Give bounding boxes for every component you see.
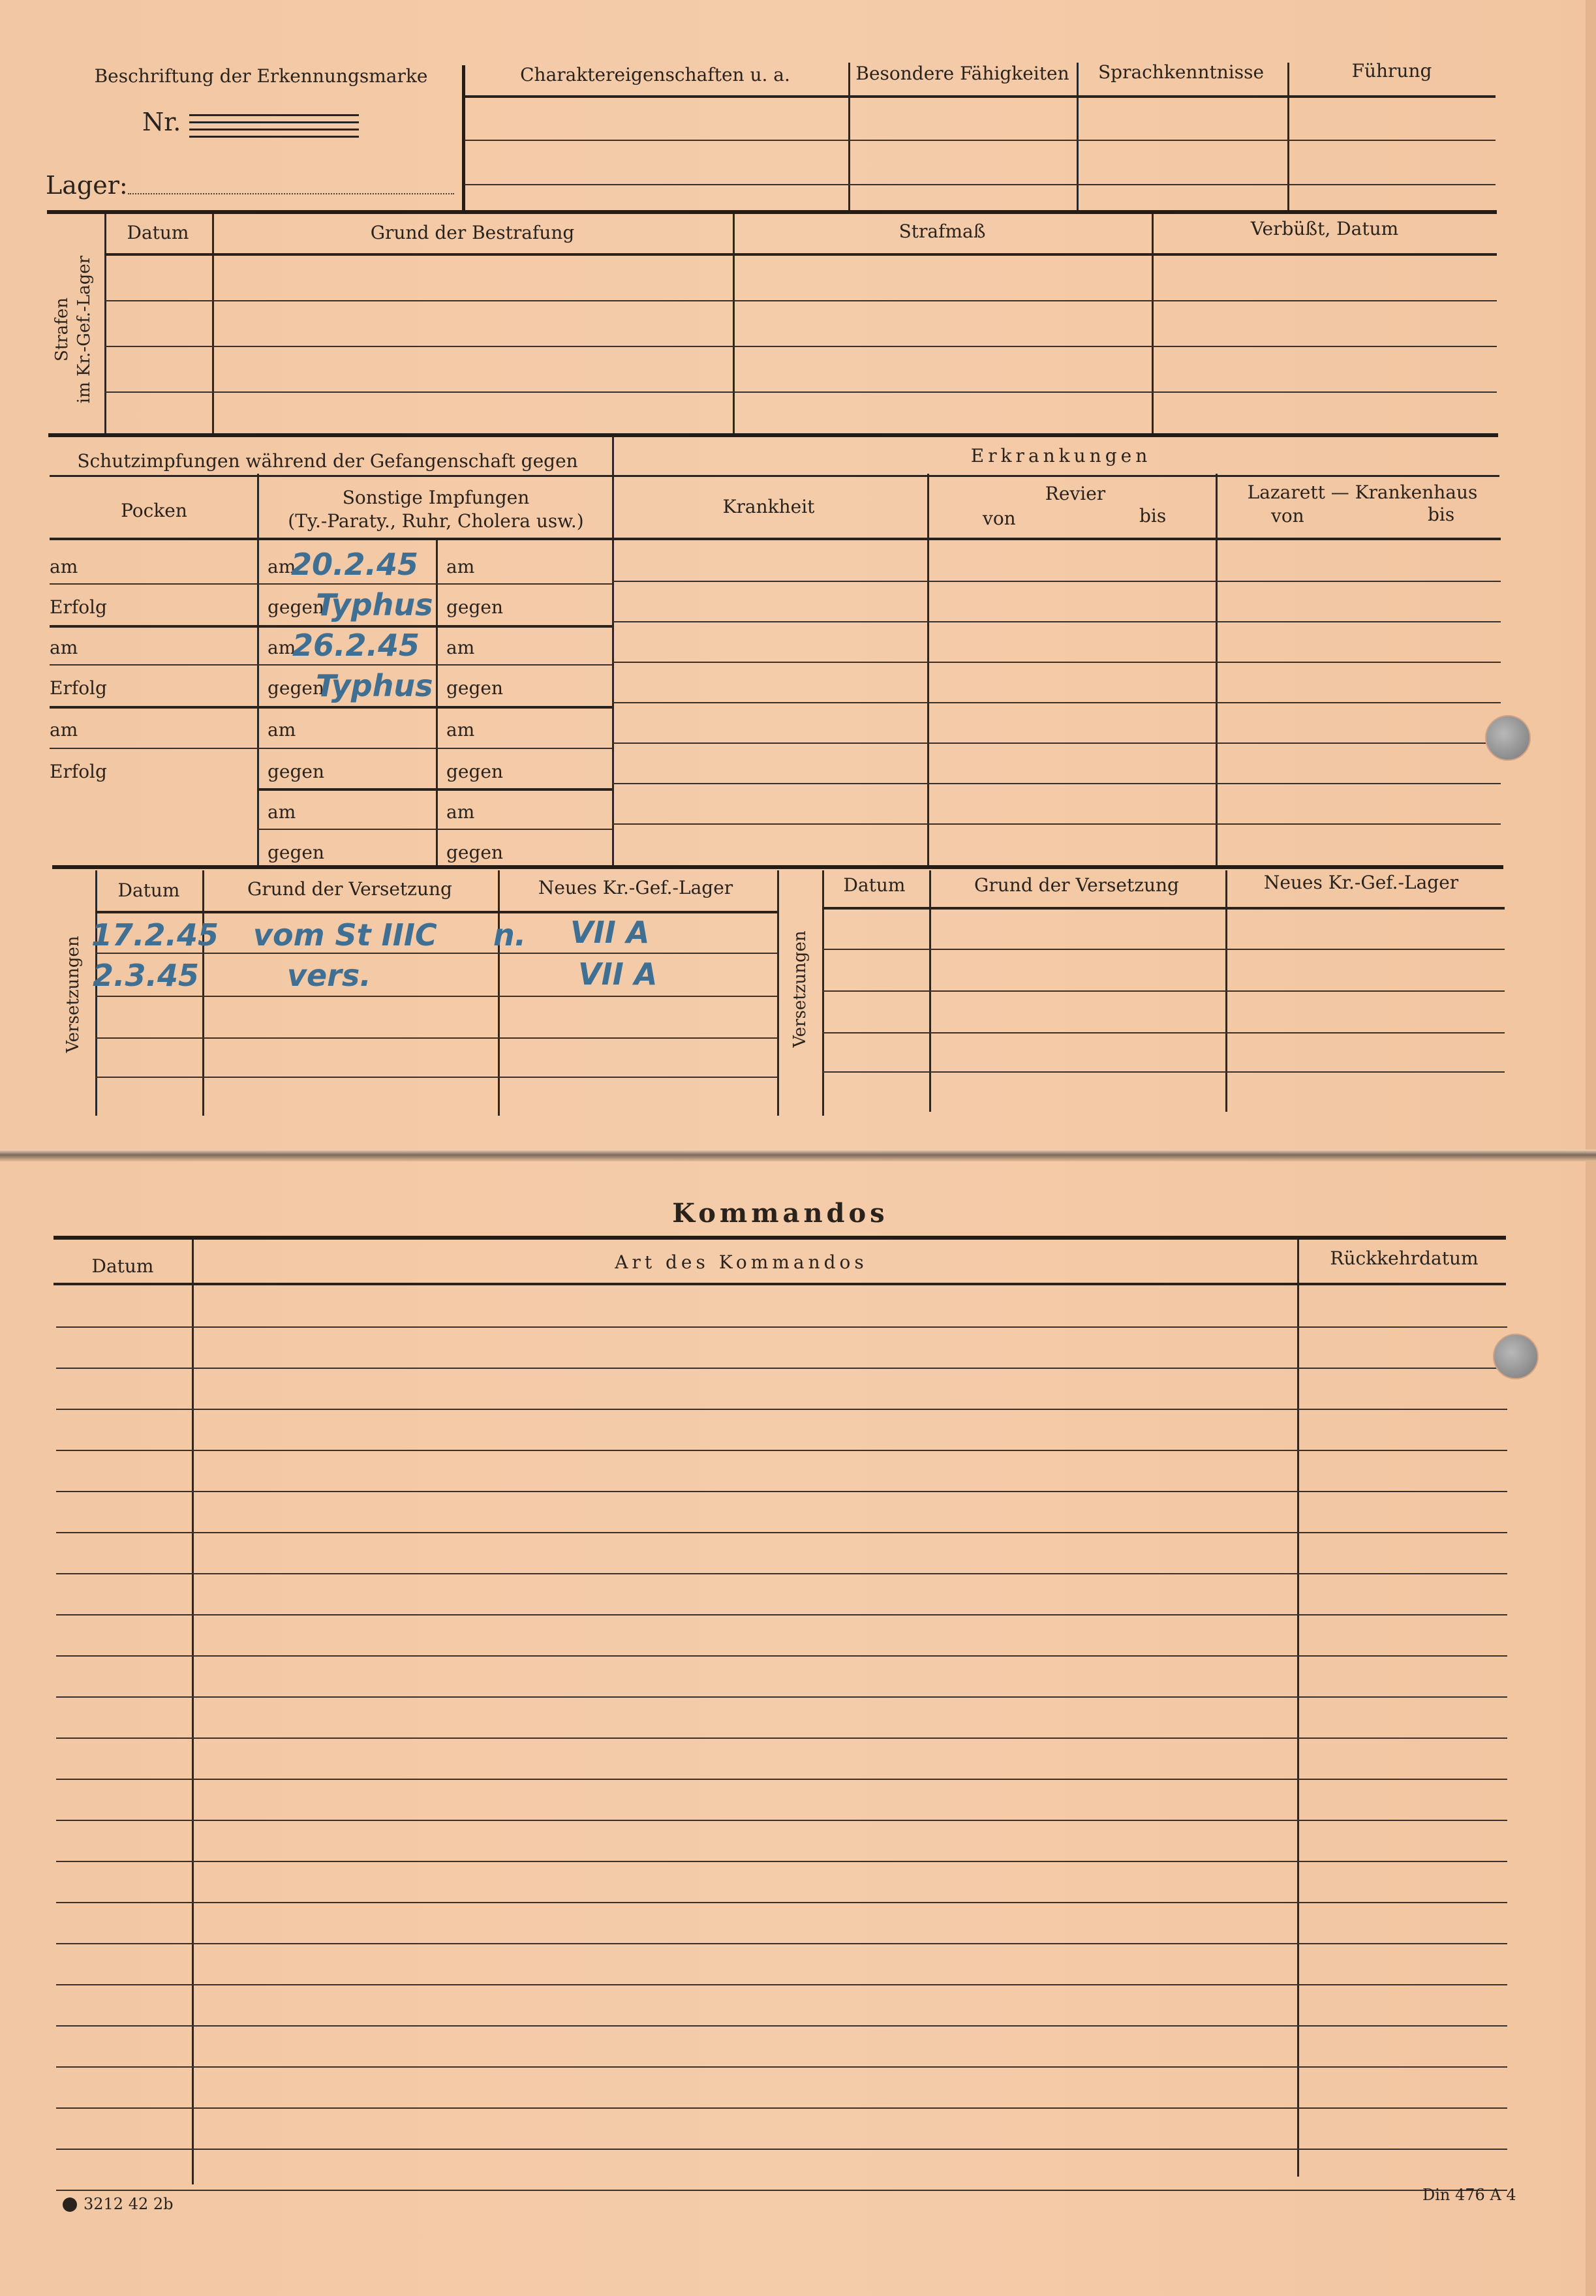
punch-hole-1 [1485, 715, 1531, 761]
kommandos-row-rule [56, 1532, 1507, 1533]
kommandos-row-rule [56, 1943, 1507, 1944]
col-charakter: Charaktereigenschaften u. a. [520, 64, 790, 85]
col-faehigkeiten: Besondere Fähigkeiten [855, 63, 1069, 84]
kommandos-row-rule [56, 1861, 1507, 1862]
sonst-am-3: am [268, 719, 296, 741]
revier-header: Revier [1045, 483, 1106, 504]
kommandos-row-rule [56, 1326, 1507, 1328]
pocken-erfolg-3: Erfolg [50, 761, 107, 782]
col-sprachen: Sprachkenntnisse [1097, 61, 1265, 83]
lazarett-bis: bis [1428, 504, 1455, 525]
hw-vers-datum-1: 17.2.45 [91, 917, 219, 953]
lazarett-header: Lazarett — Krankenhaus [1247, 482, 1478, 503]
versetzungen-side-label-left: Versetzungen [63, 936, 83, 1053]
hw-impf-date-1: 20.2.45 [291, 547, 418, 582]
revier-bis: bis [1139, 505, 1167, 527]
impfungen-title: Schutzimpfungen während der Gefangenschaft gegen [77, 450, 578, 472]
kommandos-row-rule [56, 1491, 1507, 1492]
hw-vers-grund-1: vom St IIIC [253, 917, 437, 953]
kommandos-col-art: Art des Kommandos [615, 1251, 868, 1273]
hw-vers-lager-2: VII A [578, 957, 658, 992]
strafen-col-strafmass: Strafmaß [898, 221, 986, 242]
kommandos-row-rule [56, 2149, 1507, 2150]
sonst2-gegen-3: gegen [446, 761, 504, 782]
erkrankungen-title: Erkrankungen [970, 445, 1152, 467]
pocken-header: Pocken [121, 500, 187, 521]
sonstige-header: Sonstige Impfungen [342, 487, 530, 508]
strafen-col-grund: Grund der Bestrafung [370, 222, 575, 243]
kommandos-row-rule [56, 2025, 1507, 2027]
sonst-gegen-1: gegen [268, 596, 325, 618]
kommandos-col-datum: Datum [91, 1255, 154, 1277]
pocken-am-1: am [50, 556, 78, 577]
sonst-am-4: am [268, 801, 296, 823]
kommandos-row-rule [56, 1984, 1507, 1985]
footer-din: Din 476 A 4 [1422, 2186, 1516, 2204]
sonst2-gegen-1: gegen [446, 596, 504, 618]
sonst2-gegen-4: gegen [446, 842, 504, 863]
revier-von: von [983, 508, 1016, 529]
vers-col-grund-right: Grund der Versetzung [974, 874, 1179, 896]
kommandos-title: Kommandos [672, 1198, 889, 1229]
hw-vers-lager-1: VII A [570, 915, 650, 950]
pocken-am-2: am [50, 637, 78, 658]
kommandos-row-rule [56, 1779, 1507, 1780]
vers-col-datum-left: Datum [117, 880, 180, 901]
hw-vers-datum-2: 2.3.45 [93, 958, 199, 993]
kommandos-col-rueckkehr: Rückkehrdatum [1330, 1247, 1479, 1269]
kommandos-row-rule [56, 1368, 1507, 1369]
nr-label: Nr. [142, 108, 181, 136]
kommandos-row-rule [56, 1573, 1507, 1574]
strafen-side-label: Strafen im Kr.-Gef.-Lager [52, 255, 94, 404]
lager-label: Lager: [46, 171, 128, 200]
strafen-col-verbuesst: Verbüßt, Datum [1250, 218, 1399, 239]
kommandos-header-rule [54, 1283, 1506, 1285]
sonstige-sub: (Ty.-Paraty., Ruhr, Cholera usw.) [288, 510, 584, 532]
sonst-gegen-2: gegen [268, 677, 325, 699]
kommandos-row-rule [56, 1614, 1507, 1615]
pocken-am-3: am [50, 719, 78, 741]
sonst2-am-2: am [446, 637, 475, 658]
sonst-am-1: am [268, 556, 296, 577]
pocken-erfolg-1: Erfolg [50, 596, 107, 618]
vers-col-datum-right: Datum [843, 874, 906, 896]
vers-col-lager-right: Neues Kr.-Gef.-Lager [1263, 872, 1459, 893]
kommandos-row-rule [56, 2107, 1507, 2109]
hw-vers-n-1: n. [493, 917, 527, 953]
vers-col-grund-left: Grund der Versetzung [247, 878, 452, 900]
kommandos-row-rule [56, 1820, 1507, 1821]
versetzungen-side-label-right: Versetzungen [790, 930, 810, 1048]
marke-label: Beschriftung der Erkennungsmarke [94, 65, 428, 87]
sonst-am-2: am [268, 637, 296, 658]
kommandos-row-rule [56, 2190, 1507, 2191]
sonst2-gegen-2: gegen [446, 677, 504, 699]
strafen-col-datum: Datum [127, 222, 189, 243]
card-edge [1586, 0, 1596, 2296]
sonst-gegen-3: gegen [268, 761, 325, 782]
kommandos-row-rule [56, 1737, 1507, 1739]
hw-impf-typ-1: Typhus [316, 587, 433, 622]
krankheit-header: Krankheit [722, 496, 815, 517]
hw-impf-typ-2: Typhus [316, 668, 433, 703]
kommandos-row-rule [56, 1902, 1507, 1903]
vers-col-lager-left: Neues Kr.-Gef.-Lager [538, 877, 733, 898]
punch-hole-2 [1493, 1334, 1539, 1379]
kommandos-row-rule [56, 1696, 1507, 1698]
hw-vers-grund-2: vers. [287, 958, 371, 993]
sonst2-am-3: am [446, 719, 475, 741]
lazarett-von: von [1271, 505, 1304, 527]
kommandos-row-rule [56, 1655, 1507, 1657]
hw-impf-date-2: 26.2.45 [292, 628, 420, 663]
sonst2-am-4: am [446, 801, 475, 823]
fold-line [0, 1150, 1596, 1161]
sonst-gegen-4: gegen [268, 842, 325, 863]
col-fuehrung: Führung [1351, 60, 1432, 82]
sonst2-am-1: am [446, 556, 475, 577]
printer-mark-icon [63, 2197, 77, 2212]
footer-print-code: 3212 42 2b [84, 2195, 174, 2213]
kommandos-row-rule [56, 1409, 1507, 1410]
kommandos-row-rule [56, 2066, 1507, 2068]
pocken-erfolg-2: Erfolg [50, 677, 107, 699]
kommandos-row-rule [56, 1450, 1507, 1451]
